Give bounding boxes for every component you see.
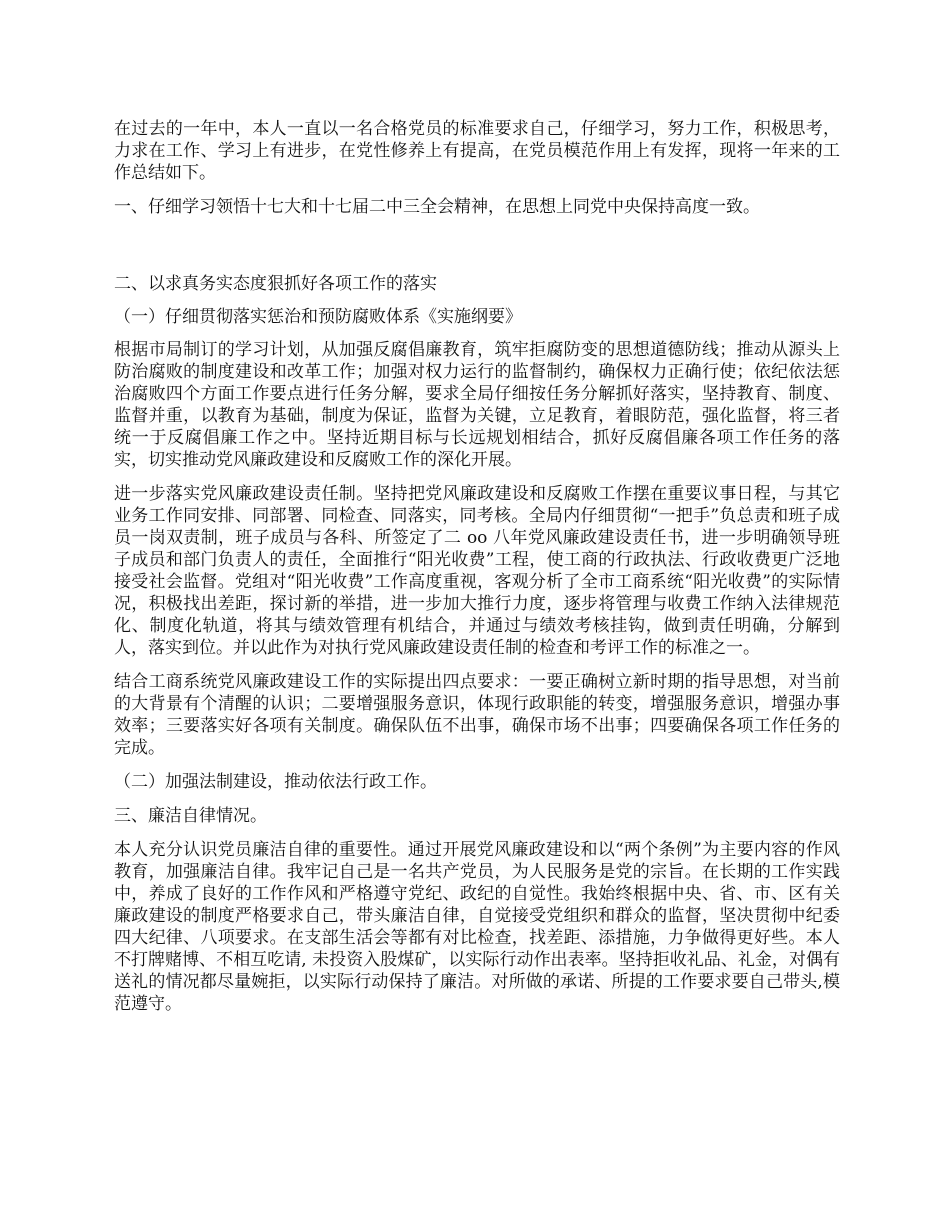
- body-paragraph: 根据市局制订的学习计划，从加强反腐倡廉教育，筑牢拒腐防变的思想道德防线；推动从源头上防治腐败的制度建设和改革工作；加强对权力运行的监督制约，确保权力正确行使；依纪依法惩治腐败四个方面工作要点进行任务分解，要求全局仔细按任务分解抓好落实，坚持教育、制度、监督并重，以教育为基础，制度为保证，监督为关键，立足教育，着眼防范，强化监督，将三者统一于反腐倡廉工作之中。坚持近期目标与长远规划相结合，抓好反腐倡廉各项工作任务的落实，切实推动党风廉政建设和反腐败工作的深化开展。: [114, 340, 840, 470]
- document-body: [114, 118, 840, 1015]
- body-paragraph: 结合工商系统党风廉政建设工作的实际提出四点要求：一要正确树立新时期的指导思想，对当前的大背景有个清醒的认识；二要增强服务意识，体现行政职能的转变，增强服务意识，增强办事效率；三要落实好各项有关制度。确保队伍不出事，确保市场不出事；四要确保各项工作任务的完成。: [114, 672, 840, 758]
- intro-paragraph: 在过去的一年中，本人一直以一名合格党员的标准要求自己，仔细学习，努力工作，积极思考，力求在工作、学习上有进步，在党性修养上有提高，在党员模范作用上有发挥，现将一年来的工作总结如下。: [114, 119, 840, 183]
- subsection-heading-2-2: （二）加强法制建设，推动依法行政工作。: [114, 772, 437, 792]
- body-paragraph: 本人充分认识党员廉洁自律的重要性。通过开展党风廉政建设和以“两个条例”为主要内容的作风教育，加强廉洁自律。我牢记自己是一名共产党员，为人民服务是党的宗旨。在长期的工作实践中，养成了良好的工作作风和严格遵守党纪、政纪的自觉性。我始终根据中央、省、市、区有关廉政建设的制度严格要求自己，带头廉洁自律，自觉接受党组织和群众的监督，坚决贯彻中纪委四大纪律、八项要求。在支部生活会等都有对比检查，找差距、添措施，力争做得更好些。本人不打牌赌博、不相互吃请, 未投资入股煤矿，以实际行动作出表率。坚持拒收礼品、礼金，对偶有送礼的情况都尽量婉拒，以实际行动保持了廉洁。对所做的承诺、所提的工作要求要自己带头,模范遵守。: [114, 840, 840, 1014]
- body-paragraph: 进一步落实党风廉政建设责任制。坚持把党风廉政建设和反腐败工作摆在重要议事日程，与其它业务工作同安排、同部署、同检查、同落实，同考核。全局内仔细贯彻“一把手”负总责和班子成员一岗双责制，班子成员与各科、所签定了二 oo 八年党风廉政建设责任书，进一步明确领导班子成员和部门负责人的责任，全面推行“阳光收费”工程，使工商的行政执法、行政收费更广泛地接受社会监督。党组对“阳光收费”工作高度重视，客观分析了全市工商系统“阳光收费”的实际情况，积极找出差距，探讨新的举措，进一步加大推行力度，逐步将管理与收费工作纳入法律规范化、制度化轨道，将其与绩效管理有机结合，并通过与绩效考核挂钩，做到责任明确，分解到人，落实到位。并以此作为对执行党风廉政建设责任制的检查和考评工作的标准之一。: [114, 484, 840, 658]
- section-heading-3: 三、廉洁自律情况。: [114, 806, 267, 826]
- section-heading-2: 二、以求真务实态度狠抓好各项工作的落实: [114, 274, 437, 294]
- section-heading-1: 一、仔细学习领悟十七大和十七届二中三全会精神，在思想上同党中央保持高度一致。: [114, 197, 760, 217]
- subsection-heading-2-1: （一）仔细贯彻落实惩治和预防腐败体系《实施纲要》: [114, 307, 522, 327]
